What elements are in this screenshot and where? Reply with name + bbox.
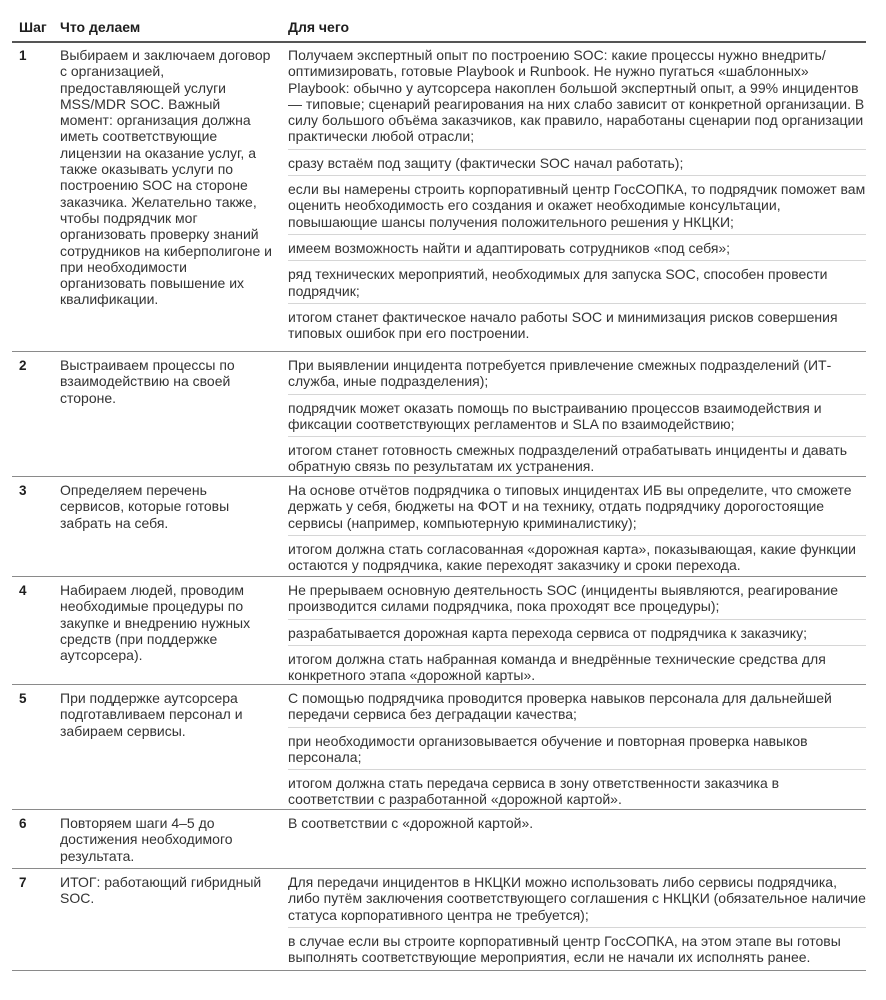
purpose-cell: [288, 874, 866, 969]
step-number: 6: [19, 816, 27, 831]
header-step-num: Шаг: [19, 19, 47, 35]
purpose-item: При выявлении инцидента потребуется привлечение смежных подразделений (ИТ-служба, иные подразделения);: [288, 357, 866, 395]
purpose-item: итогом должна стать передача сервиса в зону ответственности заказчика в соответствии с разработанной «дорожной картой».: [288, 775, 780, 808]
row-divider: [12, 476, 866, 477]
row-divider: [12, 351, 866, 352]
step-description: Выстраиваем процессы по взаимодействию на своей стороне.: [60, 357, 235, 406]
purpose-cell: [288, 690, 866, 812]
purpose-item: итогом станет фактическое начало работы SOC и минимизация рисков совершения типовых ошибок при его построении.: [288, 308, 838, 342]
purpose-item: если вы намерены строить корпоративный центр ГосСОПКА, то подрядчик поможет вам оценить необходимость его создания и окажет необходимые консультации, повышающие шансы получения положительного решения у НКЦКИ;: [288, 181, 866, 235]
purpose-item: итогом должна стать набранная команда и внедрённые технические средства для конкретного этапа «дорожной карты».: [288, 650, 826, 684]
purpose-item: итогом должна стать согласованная «дорожная карта», показывающая, какие функции остаются у подрядчика, какие переходят заказчику и сроки перехода.: [288, 540, 856, 574]
row-divider: [12, 684, 866, 685]
purpose-item: Не прерываем основную деятельность SOC (инциденты выявляются, реагирование производится силами подрядчика, пока проходят все процедуры);: [288, 582, 866, 620]
header-what-we-do: Что делаем: [60, 19, 141, 35]
row-divider: [12, 576, 866, 577]
purpose-cell: [288, 47, 866, 345]
purpose-item: В соответствии с «дорожной картой».: [288, 815, 534, 831]
step-description: При поддержке аутсорсера подготавливаем персонал и забираем сервисы.: [60, 690, 243, 739]
table-header: [0, 11, 866, 41]
purpose-item: С помощью подрядчика проводится проверка навыков персонала для дальнейшей передачи сервиса без деградации качества;: [288, 690, 866, 728]
step-number: 3: [19, 483, 27, 498]
purpose-cell: [288, 357, 866, 479]
step-number: 2: [19, 358, 27, 373]
purpose-item: имеем возможность найти и адаптировать сотрудников «под себя»;: [288, 240, 866, 261]
step-description: Определяем перечень сервисов, которые готовы забрать на себя.: [60, 482, 230, 531]
header-purpose: Для чего: [288, 19, 350, 35]
purpose-item: в случае если вы строите корпоративный центр ГосСОПКА, на этом этапе вы готовы выполнять соответствующие мероприятия, если не начали их исполнять ранее.: [288, 932, 841, 966]
purpose-item: Для передачи инцидентов в НКЦКИ можно использовать либо сервисы подрядчика, либо путём заключения соответствующего соглашения с НКЦКИ (обязательное наличие статуса корпоративного центра не требуется);: [288, 874, 866, 928]
purpose-item: На основе отчётов подрядчика о типовых инцидентах ИБ вы определите, что сможете держать у себя, бюджеты на ФОТ и на технику, отдать подрядчику дорогостоящие сервисы (например, компьютерную криминалистику);: [288, 482, 866, 536]
purpose-cell: [288, 582, 866, 687]
step-number: 4: [19, 583, 27, 598]
purpose-item: итогом станет готовность смежных подразделений отрабатывать инциденты и давать обратную связь по результатам их устранения.: [288, 442, 848, 475]
step-description: Набираем людей, проводим необходимые процедуры по закупке и внедрению нужных средств (при поддержке аутсорсера).: [60, 582, 251, 664]
step-number: 5: [19, 691, 27, 706]
purpose-cell: [288, 815, 866, 835]
purpose-item: подрядчик может оказать помощь по выстраиванию процессов взаимодействия и фиксации соответствующих регламентов и SLA по взаимодействию;: [288, 400, 866, 438]
step-description: Выбираем и заключаем договор с организацией, предоставляющей услуги MSS/MDR SOC. Важный момент: организация должна иметь соответствующие лицензии на оказание услуг, а также оказывать услуги по построению SOC на стороне заказчика. Желательно также, чтобы подрядчик мог организовать проверку знаний сотрудников на киберполигоне и при необходимости организовать повышение их квалификации.: [60, 47, 272, 308]
step-number: 1: [19, 48, 27, 63]
header-divider: [12, 41, 866, 43]
purpose-item: ряд технических мероприятий, необходимых для запуска SOC, способен провести подрядчик;: [288, 266, 866, 304]
row-divider: [12, 809, 866, 810]
purpose-cell: [288, 482, 866, 577]
purpose-item: сразу встаём под защиту (фактически SOC начал работать);: [288, 155, 866, 176]
step-description: ИТОГ: работающий гибридный SOC.: [60, 874, 262, 907]
purpose-item: разрабатывается дорожная карта перехода сервиса от подрядчика к заказчику;: [288, 625, 866, 646]
step-number: 7: [19, 875, 27, 890]
row-divider: [12, 868, 866, 869]
purpose-item: при необходимости организовывается обучение и повторная проверка навыков персонала;: [288, 733, 866, 771]
step-description: Повторяем шаги 4–5 до достижения необходимого результата.: [60, 815, 233, 864]
purpose-item: Получаем экспертный опыт по построению SOC: какие процессы нужно внедрить/оптимизировать, готовые Playbook и Runbook. Не нужно пугаться «шаблонных» Playbook: обычно у аутсорсера накоплен большой экспертный опыт, а 99% инцидентов — типовые; сценарий реагирования на них слабо зависит от конкретной организации. В силу большого объёма заказчиков, как правило, наработаны сценарии под организации практически любой отрасли;: [288, 47, 866, 150]
row-divider: [12, 970, 866, 971]
